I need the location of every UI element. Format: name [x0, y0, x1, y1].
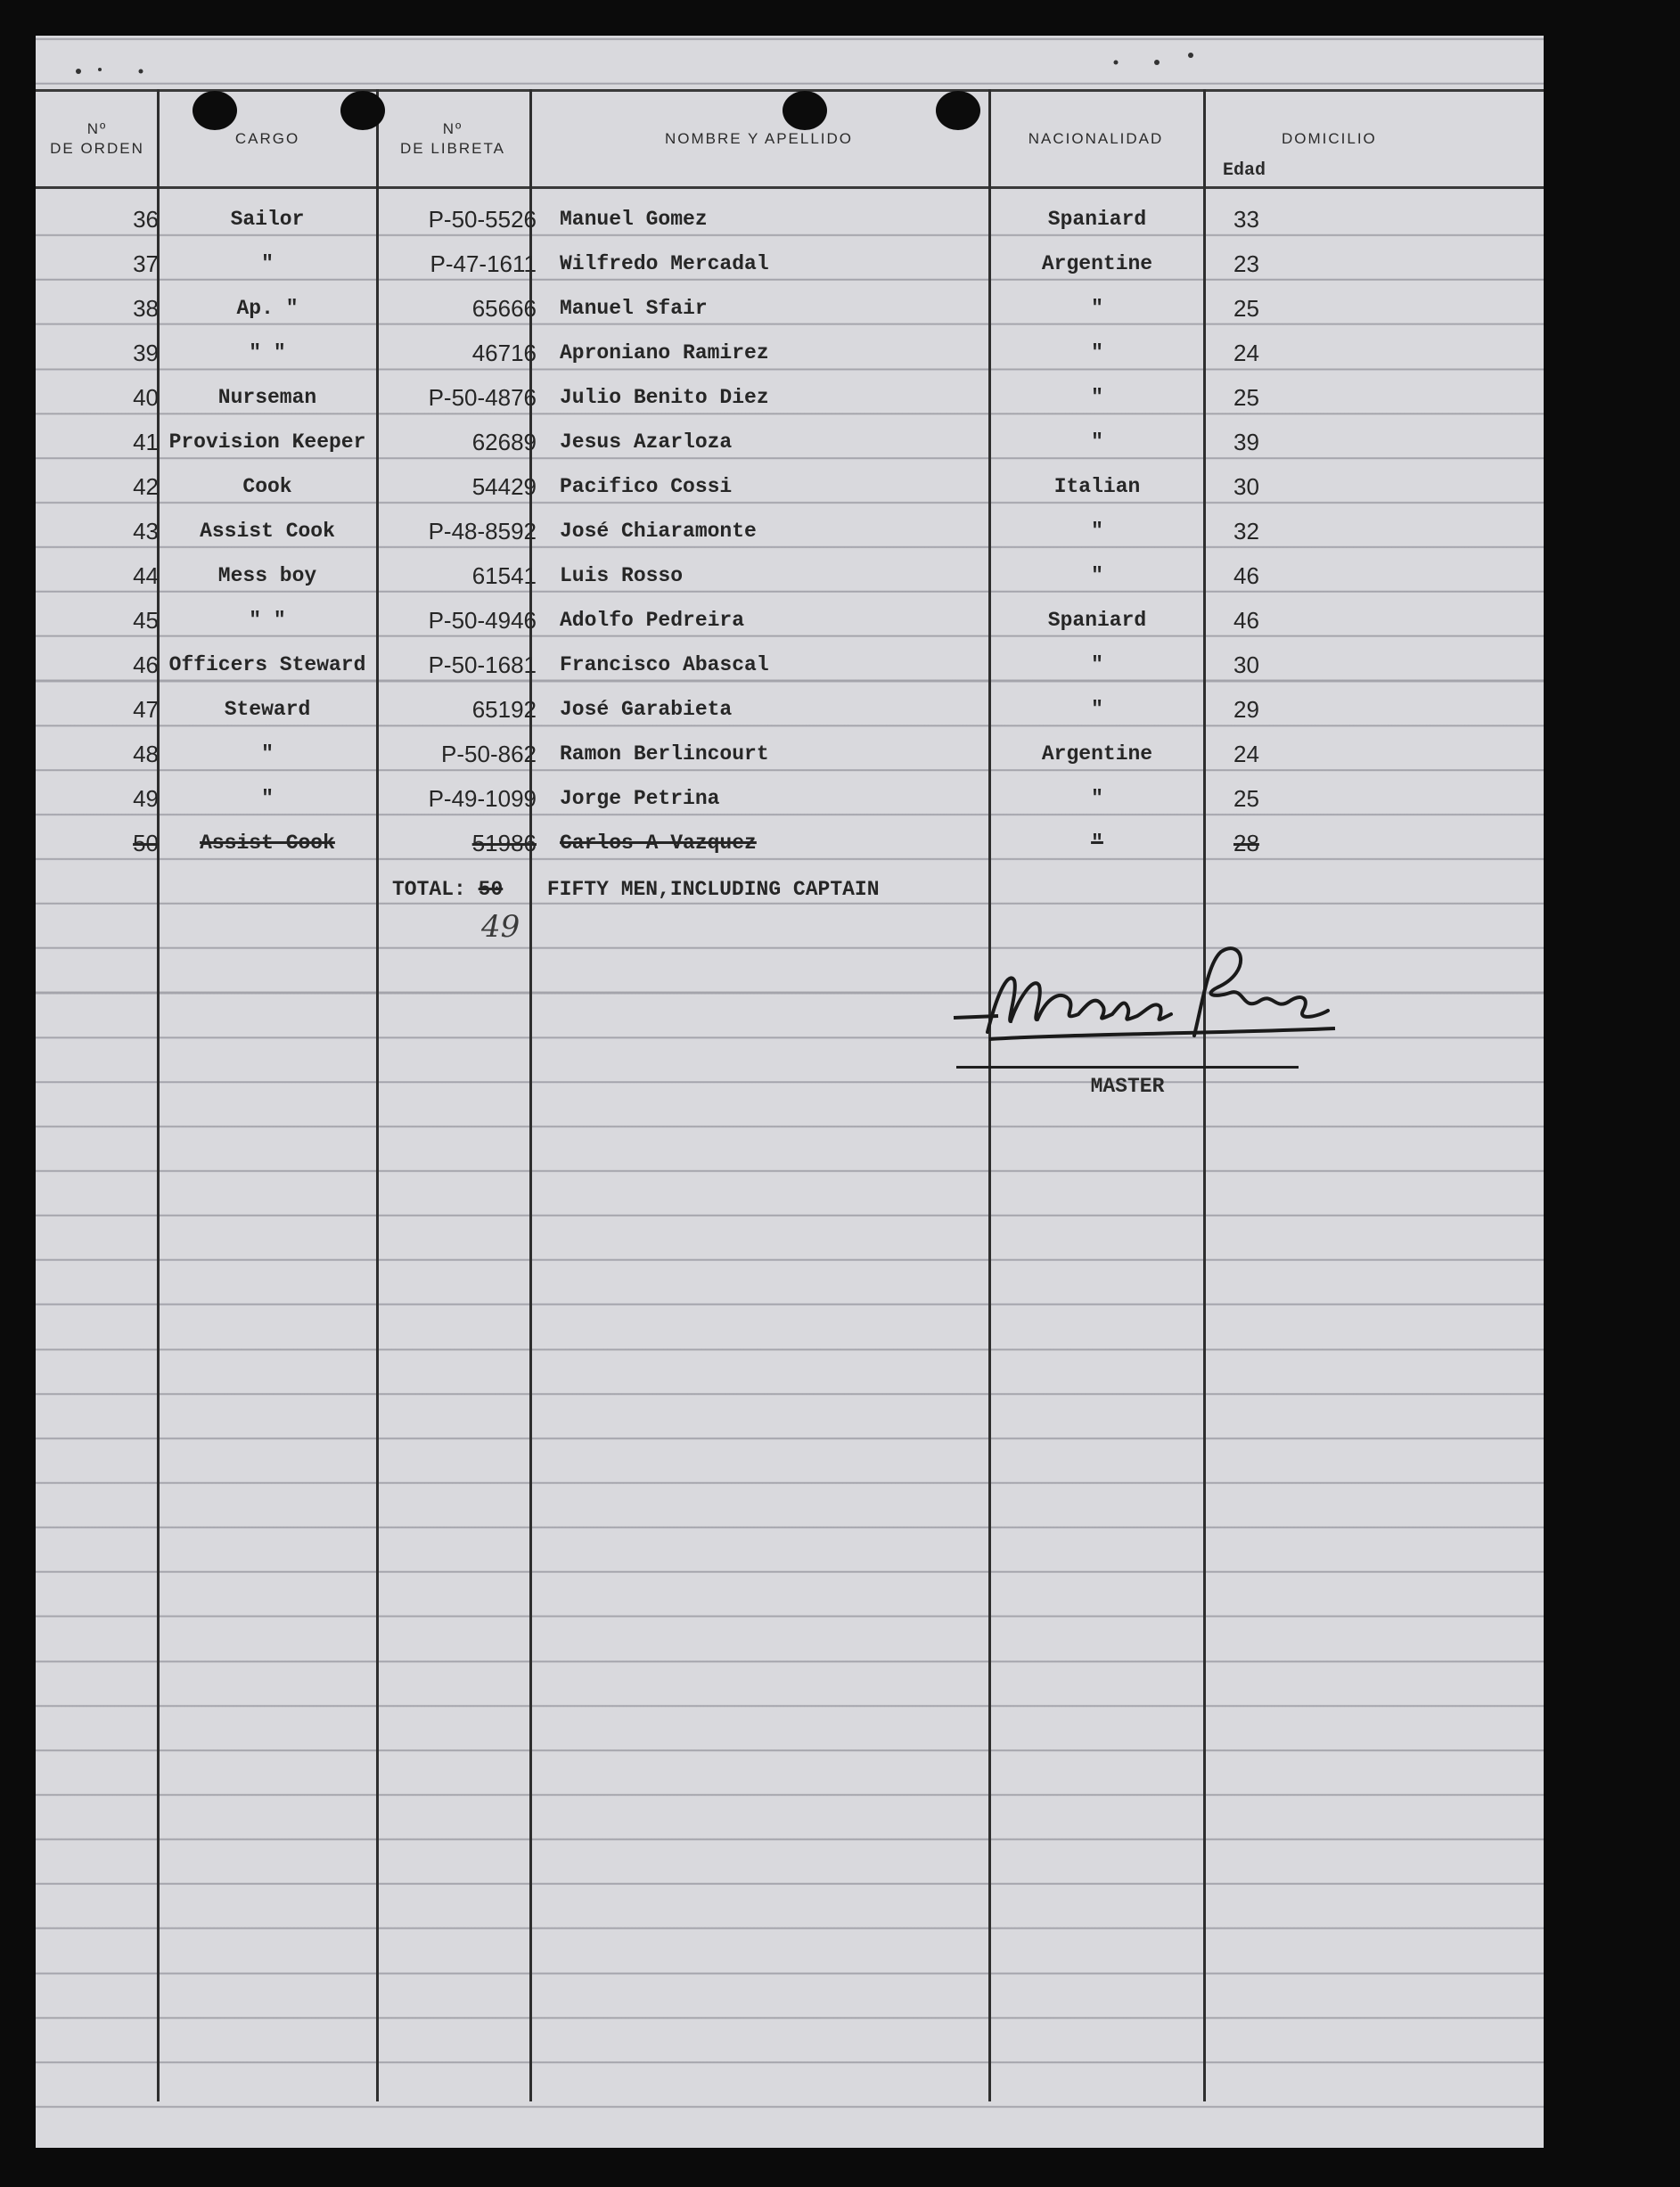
name-cell: Jesus Azarloza	[560, 430, 733, 454]
table-row	[36, 771, 1544, 815]
libreta-cell: P-50-862	[441, 741, 537, 767]
cargo-cell: Cook	[242, 475, 292, 498]
nationality-cell: "	[1091, 564, 1103, 587]
table-row	[36, 236, 1544, 281]
signature-line	[956, 1066, 1299, 1069]
table-row	[36, 370, 1544, 414]
total-label: TOTAL:	[392, 878, 466, 901]
row-number: 45	[133, 607, 159, 634]
name-cell: Francisco Abascal	[560, 653, 769, 676]
nationality-cell: "	[1091, 297, 1103, 320]
table-row	[36, 682, 1544, 726]
libreta-cell: P-47-1611	[430, 250, 537, 277]
libreta-cell: P-50-1681	[428, 651, 537, 678]
nationality-cell: "	[1091, 430, 1103, 454]
punch-hole	[783, 91, 827, 130]
nationality-cell: Spaniard	[1047, 208, 1147, 231]
punch-hole	[340, 91, 385, 130]
row-number: 37	[133, 250, 159, 277]
table-row	[36, 192, 1544, 236]
nationality-cell: Italian	[1053, 475, 1141, 498]
libreta-cell: 46716	[471, 340, 537, 366]
libreta-cell: 65192	[471, 696, 537, 723]
libreta-cell: P-50-4946	[428, 607, 537, 634]
libreta-cell: 61541	[471, 562, 537, 589]
cargo-cell: Steward	[224, 698, 311, 721]
header-edad: Edad	[1223, 160, 1266, 181]
libreta-cell: 65666	[471, 295, 537, 322]
cargo-cell: Nurseman	[217, 386, 317, 409]
table-row	[36, 459, 1544, 504]
name-cell: Jorge Petrina	[560, 787, 720, 810]
name-cell: Manuel Sfair	[560, 297, 708, 320]
libreta-cell: P-49-1099	[428, 785, 537, 812]
row-number: 39	[133, 340, 159, 366]
total-line	[392, 878, 880, 901]
cargo-cell: Mess boy	[217, 564, 317, 587]
libreta-cell: P-50-4876	[428, 384, 537, 411]
cargo-cell: Assist Cook	[200, 831, 335, 855]
age-cell: 25	[1233, 384, 1259, 411]
nationality-cell: "	[1091, 787, 1103, 810]
signature-text: Mario Pexo	[1137, 1057, 1144, 1058]
row-number: 46	[133, 651, 159, 678]
table-row	[36, 281, 1544, 325]
name-cell: Aproniano Ramirez	[560, 341, 769, 364]
name-cell: Ramon Berlincourt	[560, 742, 769, 766]
header-libreta: Nº DE LIBRETA	[400, 120, 505, 157]
age-cell: 39	[1233, 429, 1259, 455]
nationality-cell: Argentine	[1041, 742, 1153, 766]
table-row	[36, 726, 1544, 771]
age-cell: 25	[1233, 785, 1259, 812]
age-cell: 33	[1233, 206, 1259, 233]
age-cell: 46	[1233, 562, 1259, 589]
name-cell: José Garabieta	[560, 698, 733, 721]
row-number: 47	[133, 696, 159, 723]
name-cell: Manuel Gomez	[560, 208, 708, 231]
age-cell: 30	[1233, 651, 1259, 678]
age-cell: 24	[1233, 340, 1259, 366]
table-row	[36, 593, 1544, 637]
nationality-cell: Argentine	[1041, 252, 1153, 275]
table-row	[36, 325, 1544, 370]
row-number: 49	[133, 785, 159, 812]
handwritten-total: 49	[481, 909, 520, 945]
row-number: 41	[133, 429, 159, 455]
name-cell: Julio Benito Diez	[560, 386, 769, 409]
cargo-cell: Ap. "	[236, 297, 299, 320]
table-row	[36, 637, 1544, 682]
row-number: 44	[133, 562, 159, 589]
cargo-cell: "	[261, 787, 274, 810]
libreta-cell: 51986	[471, 830, 537, 856]
age-cell: 23	[1233, 250, 1259, 277]
nationality-cell: "	[1091, 653, 1103, 676]
header-nacionalidad: NACIONALIDAD	[1028, 130, 1164, 147]
nationality-cell: "	[1091, 520, 1103, 543]
cargo-cell: " "	[249, 609, 286, 632]
nationality-cell: "	[1091, 698, 1103, 721]
libreta-cell: 54429	[471, 473, 537, 500]
nationality-cell: "	[1091, 341, 1103, 364]
nationality-cell: Spaniard	[1047, 609, 1147, 632]
libreta-cell: P-48-8592	[428, 518, 537, 545]
age-cell: 28	[1233, 830, 1259, 856]
age-cell: 30	[1233, 473, 1259, 500]
age-cell: 29	[1233, 696, 1259, 723]
name-cell: Wilfredo Mercadal	[560, 252, 769, 275]
age-cell: 32	[1233, 518, 1259, 545]
name-cell: José Chiaramonte	[560, 520, 757, 543]
nationality-cell: "	[1091, 386, 1103, 409]
cargo-cell: Assist Cook	[200, 520, 335, 543]
age-cell: 25	[1233, 295, 1259, 322]
name-cell: Adolfo Pedreira	[560, 609, 745, 632]
row-number: 40	[133, 384, 159, 411]
signature	[936, 936, 1346, 1061]
libreta-cell: P-50-5526	[428, 206, 537, 233]
nationality-cell: "	[1091, 831, 1103, 855]
row-number: 36	[133, 206, 159, 233]
signature-title: MASTER	[1090, 1075, 1165, 1098]
punch-hole	[193, 91, 237, 130]
name-cell: Luis Rosso	[560, 564, 684, 587]
total-text: FIFTY MEN,INCLUDING CAPTAIN	[546, 878, 880, 901]
header-nombre: NOMBRE Y APELLIDO	[665, 130, 853, 147]
name-cell: Pacifico Cossi	[560, 475, 733, 498]
row-number: 38	[133, 295, 159, 322]
table-row	[36, 815, 1544, 860]
header-cargo: CARGO	[234, 130, 300, 147]
name-cell: Carlos A Vazquez	[560, 831, 757, 855]
header-domicilio: DOMICILIO	[1282, 130, 1377, 147]
row-number: 50	[133, 830, 159, 856]
row-number: 42	[133, 473, 159, 500]
age-cell: 24	[1233, 741, 1259, 767]
row-number: 48	[133, 741, 159, 767]
punch-hole	[936, 91, 980, 130]
age-cell: 46	[1233, 607, 1259, 634]
header-orden: Nº DE ORDEN	[50, 120, 144, 157]
cargo-cell: "	[261, 742, 274, 766]
crew-list	[36, 192, 1544, 860]
row-number: 43	[133, 518, 159, 545]
table-row	[36, 504, 1544, 548]
total-old-number: 50	[478, 878, 504, 901]
paper-specks	[36, 36, 1544, 89]
cargo-cell: " "	[249, 341, 286, 364]
table-row	[36, 414, 1544, 459]
libreta-cell: 62689	[471, 429, 537, 455]
cargo-cell: Provision Keeper	[168, 430, 366, 454]
cargo-cell: Officers Steward	[168, 653, 366, 676]
cargo-cell: Sailor	[230, 208, 305, 231]
cargo-cell: "	[261, 252, 274, 275]
document-page	[36, 36, 1544, 2148]
table-row	[36, 548, 1544, 593]
